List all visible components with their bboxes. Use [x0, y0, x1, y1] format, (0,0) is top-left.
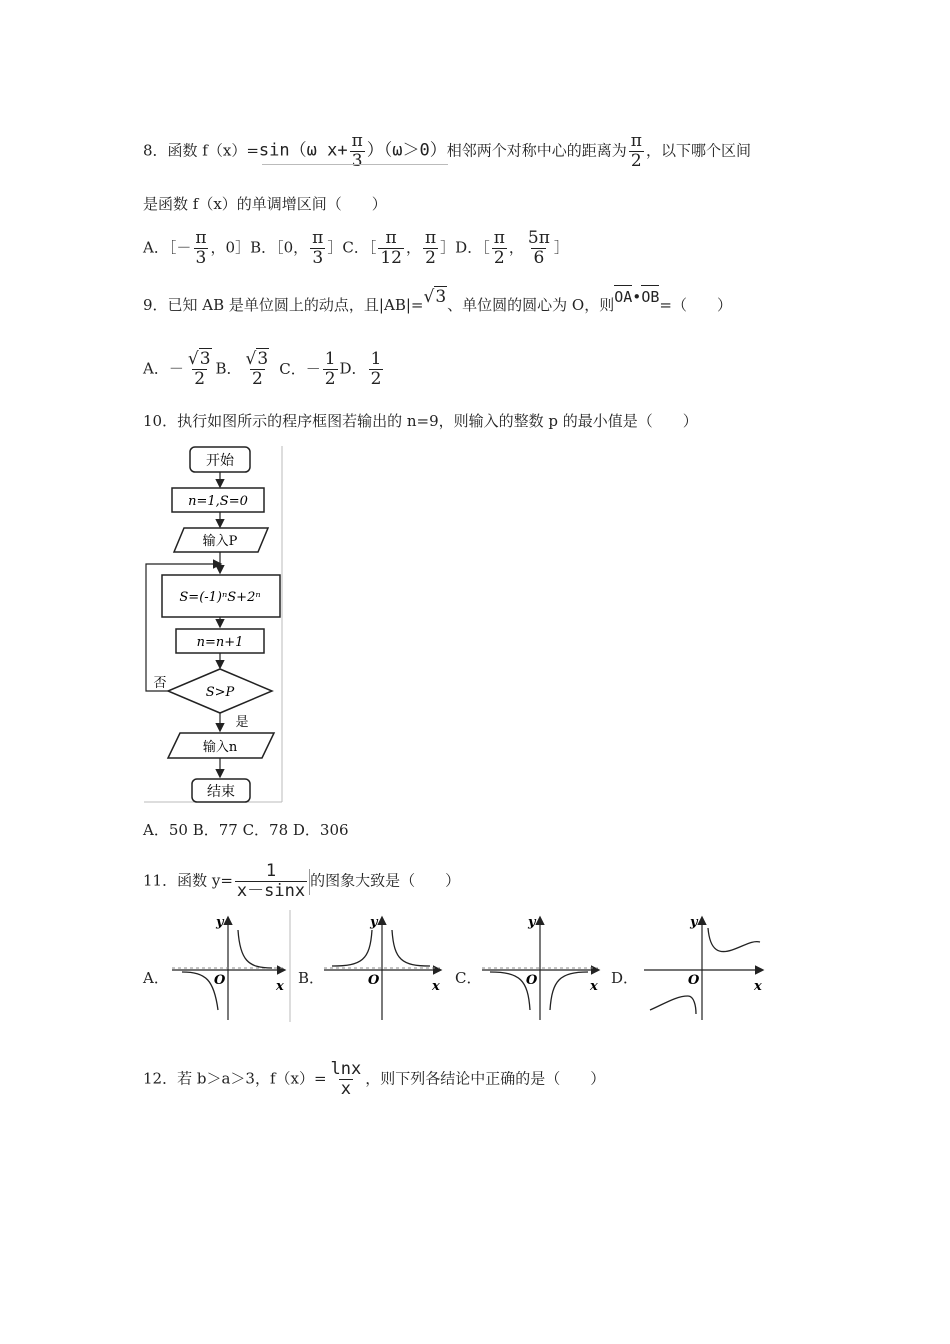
q8-fraction-pi3: $\frac{\pi}{3}$	[351, 131, 363, 171]
flow-assign-label: S=(-1)ⁿS+2ⁿ	[179, 590, 261, 605]
flow-cond-label: S>P	[205, 685, 235, 700]
svg-text:O: O	[526, 973, 538, 988]
q8-condition: ）（ω＞0）	[366, 140, 447, 161]
q8-fraction-pi2: $\frac{\pi}{2}$	[630, 131, 642, 171]
q9-vector-product: OA•OB	[614, 288, 660, 306]
q9-vector-ob: OB	[641, 288, 660, 306]
flow-end-label: 结束	[207, 784, 235, 800]
q11-graph-c	[478, 910, 608, 1025]
q8-tail: ，以下哪个区间	[645, 141, 751, 160]
q11-graph-d	[640, 910, 770, 1025]
q8-optC1-frac: $\frac{\pi}{12}$	[380, 228, 402, 268]
svg-text:y: y	[370, 915, 378, 930]
q12-fraction: $\frac{\ln x}{x}$	[330, 1059, 362, 1099]
q11-graph-a	[168, 910, 294, 1025]
q9-optA-frac: $\frac{√3}{2}$	[187, 349, 211, 389]
q11-label-c: C．	[455, 969, 482, 987]
q9-vector-oa: OA	[614, 288, 633, 306]
svg-text:O: O	[688, 973, 700, 988]
q8-optD2-frac: $\frac{5\pi}{6}$	[527, 228, 550, 268]
q8-optC2-frac: $\frac{\pi}{2}$	[424, 228, 437, 268]
flow-yes-label: 是	[235, 715, 249, 730]
q8-optB-frac: $\frac{\pi}{3}$	[312, 228, 324, 268]
svg-text:x: x	[432, 979, 440, 994]
q8-optD1-frac: $\frac{\pi}{2}$	[493, 228, 505, 268]
q11-label-a: A．	[143, 969, 169, 987]
q9-optD-frac: $\frac{1}{2}$	[370, 349, 382, 389]
q11-label-d: D．	[611, 969, 639, 987]
q8-line2: 是函数 f（x）的单调增区间（ ）	[143, 195, 387, 213]
flow-output-label: 输入n	[202, 740, 238, 755]
q8-prefix: 8．函数 f（x）=	[143, 141, 259, 160]
q9-optB-frac: $\frac{√3}{2}$	[245, 349, 269, 389]
svg-text:x: x	[276, 979, 284, 994]
svg-text:y: y	[528, 915, 536, 930]
q9-line1: 9．已知 AB 是单位圆上的动点，且|AB|=√3、单位圆的圆心为 O，则OA•OB=（ ）	[143, 287, 732, 314]
q9-optC-frac: $\frac{1}{2}$	[324, 349, 336, 389]
flow-init-label: n=1,S=0	[188, 494, 248, 509]
q8-underline	[262, 164, 448, 165]
svg-text:O: O	[368, 973, 380, 988]
q9-sqrt3: √3	[423, 287, 447, 307]
q8-line1	[143, 132, 751, 171]
q11-line: 11．函数 y= $\frac{1}{x-\sin x}$ 的图象大致是（ ）	[143, 861, 461, 901]
flow-start-label: 开始	[206, 453, 234, 469]
q8-optA-frac: $\frac{\pi}{3}$	[195, 228, 207, 268]
q12-line: 12．若 b＞a＞3，f（x）= $\frac{\ln x}{x}$ ，则下列各结论中正确的是（ ）	[143, 1059, 606, 1099]
flow-incr-label: n=n+1	[196, 635, 244, 650]
q11-label-b: B．	[298, 969, 325, 987]
q11-graph-b	[320, 910, 450, 1025]
flow-no-label: 否	[153, 676, 167, 691]
svg-text:y: y	[690, 915, 698, 930]
q11-fraction: $\frac{1}{x-\sin x}$	[236, 861, 306, 901]
svg-text:x: x	[590, 979, 598, 994]
svg-text:y: y	[216, 915, 224, 930]
flow-input-label: 输入P	[202, 534, 238, 549]
q10-flowchart	[140, 440, 290, 806]
svg-text:x: x	[754, 979, 762, 994]
svg-text:O: O	[214, 973, 226, 988]
q9-options: A．－ $\frac{√3}{2}$ B． $\frac{√3}{2}$ C．－ $\frac{1}{2}$ D． $\frac{1}{2}$	[143, 349, 382, 389]
q8-mid: 相邻两个对称中心的距离为	[446, 141, 627, 160]
q10-options: A．50 B．77 C．78 D．306	[143, 821, 349, 839]
q8-options: A．［－ $\frac{\pi}{3}$ ，0］B．［0， $\frac{\pi}{3}$ ］C．［ $\frac{\pi}{12}$ ， $\frac{\pi}{2}$ ］D．［ $\frac{\pi}{2}$ ， $\frac{5\pi}{6}$ ］	[143, 228, 569, 268]
q10-stem: 10．执行如图所示的程序框图若输出的 n=9，则输入的整数 p 的最小值是（ ）	[143, 412, 698, 430]
q8-function: sin（ω x+	[258, 140, 348, 161]
